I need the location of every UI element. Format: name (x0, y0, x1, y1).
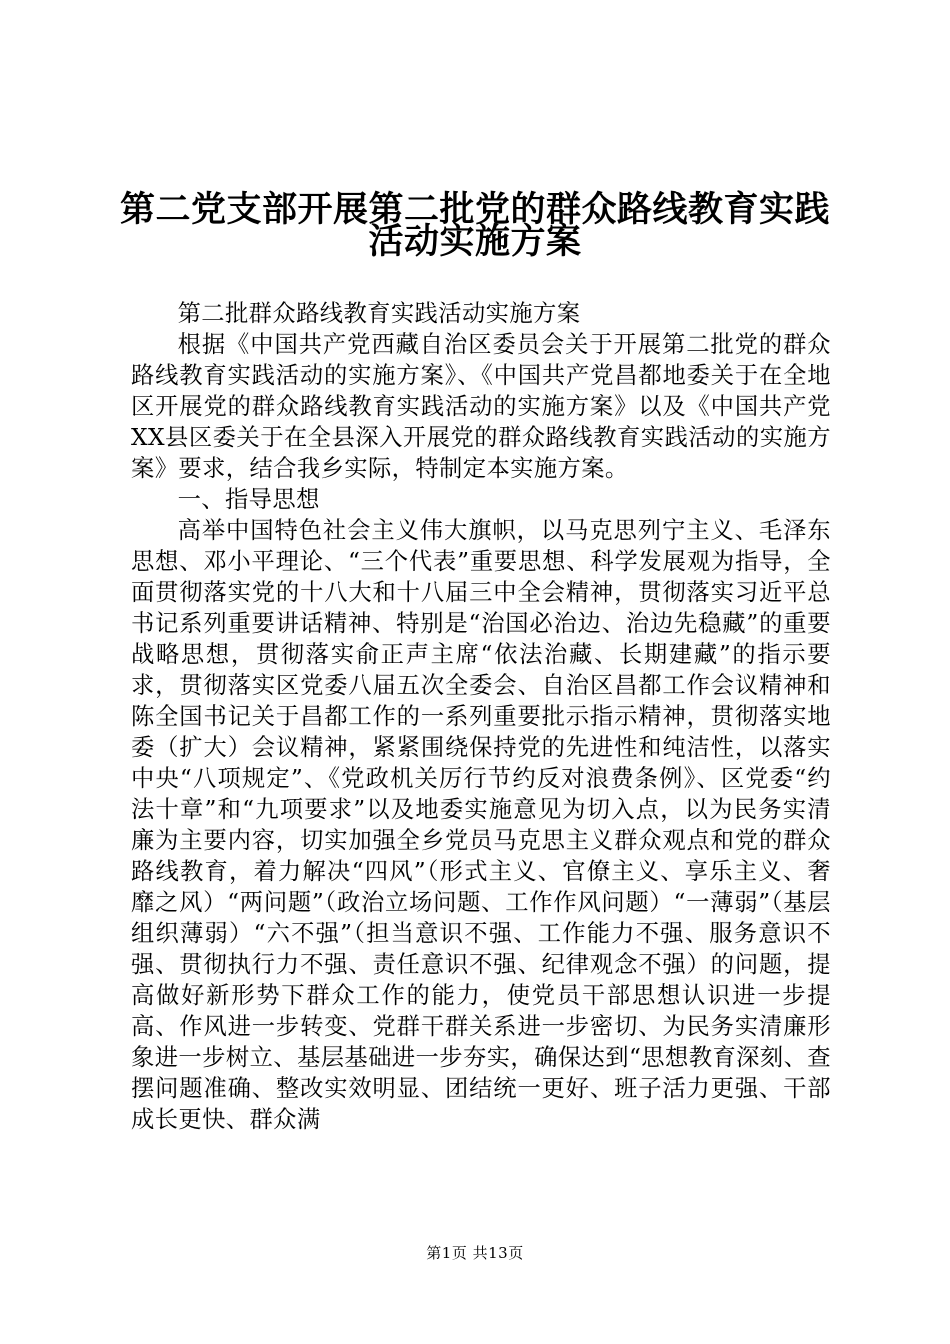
section-heading-guiding-ideology: 一、指导思想 (177, 486, 320, 513)
document-title-line-1: 第二党支部开展第二批党的群众路线教育实践 (119, 189, 830, 230)
guiding-ideology-paragraph: 高举中国特色社会主义伟大旗帜，以马克思列宁主义、毛泽东思想、邓小平理论、“三个代表”重要思想、科学发展观为指导，全面贯彻落实党的十八大和十八届三中全会精神，贯彻落实习近平总书记系列重要讲话精神、特别是“治国必治边、治边先稳藏”的重要战略思想，贯彻落实俞正声主席“依法治藏、长期建藏”的指示要求，贯彻落实区党委八届五次全委会、自治区昌都工作会议精神和陈全国书记关于昌都工作的一系列重要批示指示精神，贯彻落实地委（扩大）会议精神，紧紧围绕保持党的先进性和纯洁性，以落实中央“八项规定”、《党政机关厉行节约反对浪费条例》、区党委“约法十章”和“九项要求”以及地委实施意见为切入点，以为民务实清廉为主要内容，切实加强全乡党员马克思主义群众观点和党的群众路线教育，着力解决“四风”（形式主义、官僚主义、享乐主义、奢靡之风）“两问题”（政治立场问题、工作作风问题）“一薄弱”（基层组织薄弱）“六不强”（担当意识不强、工作能力不强、服务意识不强、贯彻执行力不强、责任意识不强、纪律观念不强）的问题，提高做好新形势下群众工作的能力，使党员干部思想认识进一步提高、作风进一步转变、党群干群关系进一步密切、为民务实清廉形象进一步树立、基层基础进一步夯实，确保达到“思想教育深刻、查摆问题准确、整改实效明显、团结统一更好、班子活力更强、干部成长更快、群众满 (131, 517, 831, 1133)
basis-paragraph: 根据《中国共产党西藏自治区委员会关于开展第二批党的群众路线教育实践活动的实施方案》、《中国共产党昌都地委关于在全地区开展党的群众路线教育实践活动的实施方案》以及《中国共产党XX县区委关于在全县深入开展党的群众路线教育实践活动的实施方案》要求，结合我乡实际，特制定本实施方案。 (131, 331, 831, 482)
document-body (131, 298, 831, 1135)
subtitle-paragraph: 第二批群众路线教育实践活动实施方案 (177, 300, 581, 327)
page-number-footer: 第1页 共13页 (426, 1244, 524, 1262)
document-title-line-2: 活动实施方案 (368, 221, 582, 262)
